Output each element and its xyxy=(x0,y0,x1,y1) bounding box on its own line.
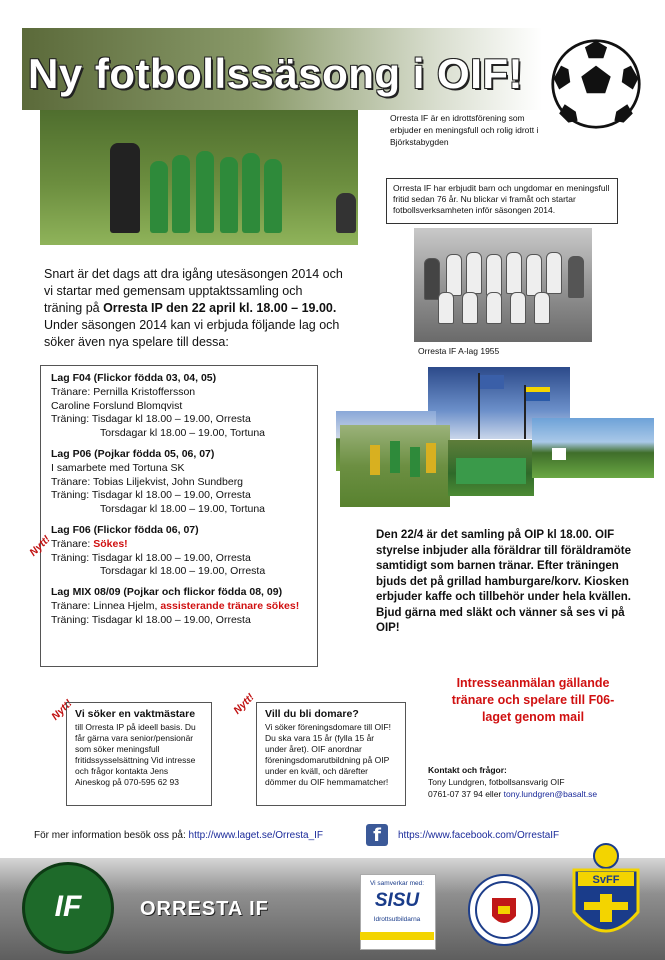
facebook-link[interactable]: https://www.facebook.com/OrrestaIF xyxy=(398,830,560,841)
team-line: Tränare: Pernilla Kristoffersson xyxy=(51,385,196,398)
janitor-heading: Vi söker en vaktmästare xyxy=(75,708,196,720)
more-info-line xyxy=(34,830,323,841)
football-icon xyxy=(550,38,642,130)
website-link[interactable]: http://www.laget.se/Orresta_IF xyxy=(188,830,324,841)
sisu-brand: SISU xyxy=(374,890,420,911)
referee-box xyxy=(256,702,406,806)
contact-name: Tony Lundgren, fotbollsansvarig OIF xyxy=(428,777,565,787)
contact-phone: 0761-07 37 94 eller xyxy=(428,789,504,799)
intro-text: Orresta IF är en idrottsförening som erbjuder en meningsfull och rolig idrott i Björkstabygden xyxy=(390,113,539,147)
svff-text: SvFF xyxy=(592,874,620,886)
team-line: Caroline Forslund Blomqvist xyxy=(51,399,183,412)
janitor-text: till Orresta IP på ideell basis. Du får gärna vara senior/pensionär som söker meningsfull fritidssysselsättning Vid intresse och frågor kontakta Jens Aineskog på 070-595 62 93 xyxy=(75,722,196,787)
trainer-label: Tränare: xyxy=(51,537,94,550)
janitor-box xyxy=(66,702,212,806)
lead-text-2: Under säsongen 2014 kan vi erbjuda följande lag och söker även nya spelare till dessa: xyxy=(44,318,340,349)
sisu-bar xyxy=(360,932,434,940)
contact-email-link[interactable]: tony.lundgren@basalt.se xyxy=(503,789,598,799)
more-info-label: För mer information besök oss på: xyxy=(34,830,189,841)
team-line: Träning: Tisdagar kl 18.00 – 19.00, Orresta xyxy=(51,489,251,502)
team-line: Träning: Tisdagar kl 18.00 – 19.00, Orresta xyxy=(51,613,251,626)
contact-info xyxy=(428,764,658,800)
signup-notice: Intresseanmälan gällande tränare och spelare till F06-laget genom mail xyxy=(451,676,615,724)
team-line: I samarbete med Tortuna SK xyxy=(51,461,185,474)
team-heading: Lag F04 (Flickor födda 03, 04, 05) xyxy=(51,372,217,384)
club-name: ORRESTA IF xyxy=(140,898,269,920)
team-line: Träning: Tisdagar kl 18.00 – 19.00, Orresta xyxy=(51,551,251,564)
district-crest-icon xyxy=(470,876,538,944)
photo-caption: Orresta IF A-lag 1955 xyxy=(418,346,500,356)
svff-logo xyxy=(570,842,642,952)
sisu-subtitle: Idrottsutbildarna xyxy=(373,916,421,923)
trainer-wanted: assisterande tränare sökes! xyxy=(160,599,300,612)
referee-heading: Vill du bli domare? xyxy=(265,708,359,720)
referee-text: Vi söker föreningsdomare till OIF! Du ska vara 15 år (fylla 15 år under året). OIF anordnar föreningsdomarutbildning på OIP under en kväll, och därefter dömmer du OIF hemmamatcher! xyxy=(265,722,391,787)
team-heading: Lag MIX 08/09 (Pojkar och flickor födda 08, 09) xyxy=(51,586,283,599)
team-heading: Lag F06 (Flickor födda 06, 07) xyxy=(51,523,199,536)
history-box: Orresta IF har erbjudit barn och ungdomar en meningsfull fritid sedan 76 år. Nu blickar vi framåt och startar fotbollsverksamheten inför säsongen 2014. xyxy=(386,178,618,224)
new-tag: Nytt! xyxy=(231,691,257,717)
photo-match xyxy=(340,425,450,507)
photo-pitch xyxy=(532,418,654,478)
team-line: Tränare: Tobias Liljekvist, John Sundberg xyxy=(51,475,244,488)
trainer-wanted: Sökes! xyxy=(93,537,128,550)
photo-kids-huddle xyxy=(40,110,358,245)
team-trainer xyxy=(51,538,307,552)
team-mix xyxy=(51,586,307,627)
team-line: Torsdagar kl 18.00 – 19.00, Tortuna xyxy=(100,427,266,440)
new-tag: Nytt! xyxy=(49,697,75,723)
club-logo-text: IF xyxy=(54,890,82,923)
photo-team-group xyxy=(448,440,534,496)
facebook-icon[interactable]: f xyxy=(366,824,388,846)
trainer-label: Tränare: Linnea Hjelm, xyxy=(51,599,161,612)
contact-heading: Kontakt och frågor: xyxy=(428,765,507,775)
photo-team-1955 xyxy=(414,228,592,342)
lead-text: Snart är det dags att dra igång utesäsongen 2014 och vi startar med gemensam upptaktssamling och träning på xyxy=(44,267,343,315)
lead-paragraph xyxy=(44,266,344,351)
team-trainer xyxy=(51,600,307,614)
team-heading: Lag P06 (Pojkar födda 05, 06, 07) xyxy=(51,447,215,460)
team-line: Torsdagar kl 18.00 – 19.00, Orresta xyxy=(100,565,266,578)
team-line: Torsdagar kl 18.00 – 19.00, Tortuna xyxy=(100,503,266,516)
meeting-info: Den 22/4 är det samling på OIP kl 18.00. OIF styrelse inbjuder alla föräldrar till föräldramöte samtidigt som barnen tränar. Efter träningen bjuds det på grillad hamburgare/korv. Kiosken erbjuder kaffe och tillbehör under hela kvällen. Bjud gärna med släkt och vänner så ses vi på OIP! xyxy=(376,529,631,634)
district-fa-logo xyxy=(468,874,540,946)
team-f06 xyxy=(51,524,307,579)
team-p06 xyxy=(51,448,307,517)
sisu-caption: Vi samverkar med: xyxy=(369,880,425,887)
new-tag: Nytt! xyxy=(27,533,53,559)
team-f04 xyxy=(51,372,307,441)
lead-date: Orresta IP den 22 april kl. 18.00 – 19.00. xyxy=(103,301,337,315)
contact-phone-line xyxy=(428,788,658,800)
page-title: Ny fotbollssäsong i OIF! xyxy=(28,50,524,97)
team-line: Träning: Tisdagar kl 18.00 – 19.00, Orresta xyxy=(51,413,251,426)
teams-box xyxy=(40,365,318,667)
